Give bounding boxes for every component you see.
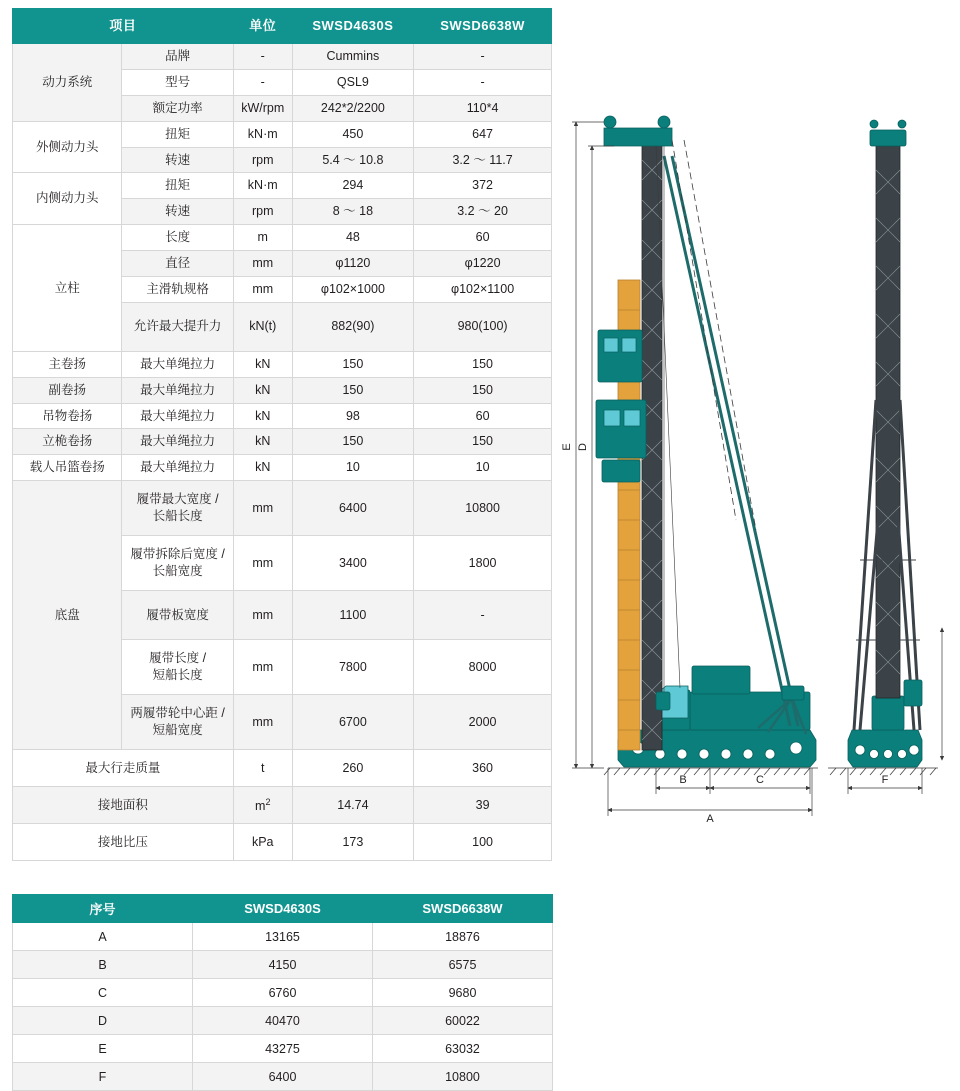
row-value-2: 10 (414, 455, 552, 481)
table-row (13, 44, 552, 70)
row-value-1: 450 (292, 121, 414, 147)
row-item-label: 允许最大提升力 (122, 302, 233, 351)
row-value-2: 100 (414, 824, 552, 861)
dim-value-1: 13165 (193, 923, 373, 951)
row-item-label: 主滑轨规格 (122, 276, 233, 302)
row-item-label: 履带板宽度 (122, 591, 233, 640)
row-value-2: 3.2 ～ 20 (414, 199, 552, 225)
row-unit: mm (233, 481, 292, 536)
row-group-label: 载人吊篮卷扬 (13, 455, 122, 481)
table-row (13, 979, 553, 1007)
row-unit: mm (233, 251, 292, 277)
row-value-1: 3400 (292, 536, 414, 591)
row-value-2: - (414, 591, 552, 640)
dim-label: D (13, 1007, 193, 1035)
row-unit: kN (233, 455, 292, 481)
row-value-2: 980(100) (414, 302, 552, 351)
row-item-label: 接地比压 (13, 824, 234, 861)
row-value-1: 48 (292, 225, 414, 251)
row-value-2: φ1220 (414, 251, 552, 277)
spec-table (12, 8, 552, 861)
table-row (13, 481, 552, 536)
dim-value-1: 40470 (193, 1007, 373, 1035)
row-group-label: 主卷扬 (13, 351, 122, 377)
dim-label: A (13, 923, 193, 951)
row-unit: - (233, 69, 292, 95)
row-unit: - (233, 44, 292, 70)
table-row (13, 1063, 553, 1091)
row-item-label: 品牌 (122, 44, 233, 70)
row-item-label: 长度 (122, 225, 233, 251)
row-value-2: 39 (414, 787, 552, 824)
table-row (13, 787, 552, 824)
table-row (13, 351, 552, 377)
row-value-1: φ102×1000 (292, 276, 414, 302)
row-group-label: 副卷扬 (13, 377, 122, 403)
table-row (13, 455, 552, 481)
table-row (13, 429, 552, 455)
spec-header-item: 项目 (13, 9, 234, 44)
row-item-label: 最大行走质量 (13, 750, 234, 787)
table-row (13, 1035, 553, 1063)
row-item-label: 两履带轮中心距 / 短船宽度 (122, 695, 233, 750)
row-value-2: 3.2 ～ 11.7 (414, 147, 552, 173)
row-group-label: 动力系统 (13, 44, 122, 122)
row-value-1: QSL9 (292, 69, 414, 95)
spec-header-unit: 单位 (233, 9, 292, 44)
row-value-2: 647 (414, 121, 552, 147)
row-unit: kN (233, 377, 292, 403)
dim-header-index: 序号 (13, 895, 193, 923)
row-value-1: 150 (292, 429, 414, 455)
row-group-label: 立柱 (13, 225, 122, 352)
row-group-label: 外侧动力头 (13, 121, 122, 173)
row-item-label: 履带拆除后宽度 / 长船宽度 (122, 536, 233, 591)
dim-value-2: 10800 (373, 1063, 553, 1091)
row-group-label: 内侧动力头 (13, 173, 122, 225)
dim-label: C (13, 979, 193, 1007)
row-value-1: 98 (292, 403, 414, 429)
dim-label: B (13, 951, 193, 979)
dim-label: E (13, 1035, 193, 1063)
row-value-1: 294 (292, 173, 414, 199)
row-value-1: 1100 (292, 591, 414, 640)
row-unit: kN (233, 351, 292, 377)
dim-label: F (13, 1063, 193, 1091)
dim-value-1: 6760 (193, 979, 373, 1007)
row-value-1: 6700 (292, 695, 414, 750)
row-value-2: 10800 (414, 481, 552, 536)
table-row (13, 923, 553, 951)
row-value-1: Cummins (292, 44, 414, 70)
row-unit: mm (233, 640, 292, 695)
row-unit: m (233, 225, 292, 251)
table-row (13, 750, 552, 787)
dim-value-1: 43275 (193, 1035, 373, 1063)
dim-value-2: 18876 (373, 923, 553, 951)
row-value-2: φ102×1100 (414, 276, 552, 302)
table-row (13, 951, 553, 979)
dim-header-model-2: SWSD6638W (373, 895, 553, 923)
row-item-label: 最大单绳拉力 (122, 351, 233, 377)
row-value-2: 150 (414, 351, 552, 377)
row-value-2: 360 (414, 750, 552, 787)
row-item-label: 转速 (122, 147, 233, 173)
dimension-table (12, 894, 553, 1091)
row-value-1: φ1120 (292, 251, 414, 277)
row-item-label: 扭矩 (122, 173, 233, 199)
row-value-1: 150 (292, 351, 414, 377)
spec-table-header-row (13, 9, 552, 44)
row-unit: kN(t) (233, 302, 292, 351)
row-unit: mm (233, 591, 292, 640)
row-value-2: - (414, 44, 552, 70)
row-item-label: 最大单绳拉力 (122, 455, 233, 481)
dim-value-2: 60022 (373, 1007, 553, 1035)
row-group-label: 底盘 (13, 481, 122, 750)
table-row (13, 225, 552, 251)
dim-value-2: 6575 (373, 951, 553, 979)
row-value-1: 8 ～ 18 (292, 199, 414, 225)
row-value-2: 60 (414, 403, 552, 429)
row-unit: kN (233, 429, 292, 455)
row-unit: kPa (233, 824, 292, 861)
row-unit: kN (233, 403, 292, 429)
row-value-1: 173 (292, 824, 414, 861)
row-value-1: 260 (292, 750, 414, 787)
spec-header-model-1: SWSD4630S (292, 9, 414, 44)
dimension-label-E: E (561, 443, 573, 451)
table-row (13, 377, 552, 403)
dimension-label-F: F (881, 774, 889, 786)
row-value-1: 882(90) (292, 302, 414, 351)
dimension-label-C: C (756, 774, 764, 786)
row-item-label: 额定功率 (122, 95, 233, 121)
row-value-2: 60 (414, 225, 552, 251)
row-value-1: 14.74 (292, 787, 414, 824)
row-value-2: 1800 (414, 536, 552, 591)
row-unit: mm (233, 695, 292, 750)
row-value-1: 6400 (292, 481, 414, 536)
row-item-label: 接地面积 (13, 787, 234, 824)
dimension-label-B: B (679, 774, 687, 786)
table-row (13, 121, 552, 147)
row-value-1: 5.4 ～ 10.8 (292, 147, 414, 173)
row-value-2: 8000 (414, 640, 552, 695)
row-unit: mm (233, 276, 292, 302)
row-value-1: 10 (292, 455, 414, 481)
row-item-label: 转速 (122, 199, 233, 225)
row-value-2: - (414, 69, 552, 95)
dim-value-2: 9680 (373, 979, 553, 1007)
table-row (13, 403, 552, 429)
row-value-1: 7800 (292, 640, 414, 695)
dim-header-model-1: SWSD4630S (193, 895, 373, 923)
row-item-label: 履带长度 / 短船长度 (122, 640, 233, 695)
row-unit: kW/rpm (233, 95, 292, 121)
table-row (13, 1007, 553, 1035)
row-item-label: 扭矩 (122, 121, 233, 147)
row-unit: mm (233, 536, 292, 591)
row-item-label: 最大单绳拉力 (122, 403, 233, 429)
spec-table-container (12, 8, 552, 861)
dimension-table-header-row (13, 895, 553, 923)
dim-value-2: 63032 (373, 1035, 553, 1063)
row-unit: rpm (233, 199, 292, 225)
table-row (13, 173, 552, 199)
dimension-table-container (12, 894, 552, 1091)
row-unit: kN·m (233, 121, 292, 147)
row-unit: rpm (233, 147, 292, 173)
row-item-label: 最大单绳拉力 (122, 429, 233, 455)
dimension-label-A: A (706, 813, 714, 825)
dim-value-1: 6400 (193, 1063, 373, 1091)
row-value-2: 372 (414, 173, 552, 199)
row-value-2: 150 (414, 429, 552, 455)
row-unit: t (233, 750, 292, 787)
row-item-label: 履带最大宽度 / 长船长度 (122, 481, 233, 536)
row-item-label: 直径 (122, 251, 233, 277)
machine-drawing (560, 100, 952, 840)
dim-value-1: 4150 (193, 951, 373, 979)
row-value-2: 110*4 (414, 95, 552, 121)
row-group-label: 吊物卷扬 (13, 403, 122, 429)
row-item-label: 型号 (122, 69, 233, 95)
row-unit: kN·m (233, 173, 292, 199)
row-item-label: 最大单绳拉力 (122, 377, 233, 403)
row-value-2: 2000 (414, 695, 552, 750)
dimension-label-D: D (577, 443, 589, 451)
row-value-2: 150 (414, 377, 552, 403)
row-value-1: 150 (292, 377, 414, 403)
row-group-label: 立桅卷扬 (13, 429, 122, 455)
table-row (13, 824, 552, 861)
row-value-1: 242*2/2200 (292, 95, 414, 121)
row-unit: $m^2$ (233, 787, 292, 824)
spec-header-model-2: SWSD6638W (414, 9, 552, 44)
